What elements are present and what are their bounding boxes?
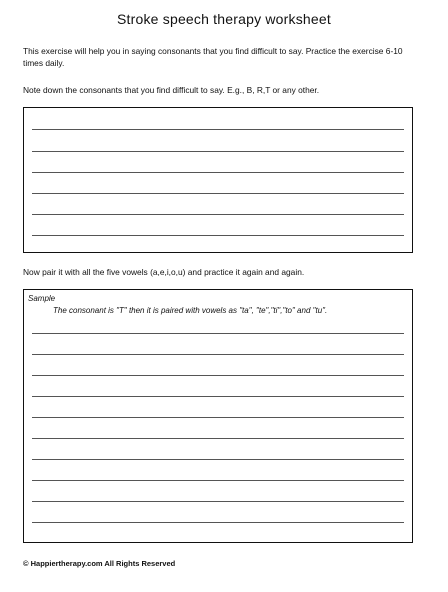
- writing-line: [32, 172, 404, 173]
- writing-line: [32, 193, 404, 194]
- writing-line: [32, 459, 404, 460]
- writing-line: [32, 438, 404, 439]
- writing-line: [32, 501, 404, 502]
- writing-line: [32, 375, 404, 376]
- writing-line: [32, 214, 404, 215]
- writing-line: [32, 129, 404, 130]
- writing-line: [32, 480, 404, 481]
- sample-label: Sample: [28, 294, 56, 303]
- instruction-vowels: Now pair it with all the five vowels (a,e,i,o,u) and practice it again and again.: [23, 267, 305, 277]
- copyright-footer: © Happiertherapy.com All Rights Reserved: [23, 559, 176, 568]
- worksheet-title: Stroke speech therapy worksheet: [117, 11, 331, 27]
- writing-line: [32, 417, 404, 418]
- writing-line: [32, 396, 404, 397]
- consonant-writing-box[interactable]: [23, 107, 413, 253]
- writing-line: [32, 522, 404, 523]
- sample-text: The consonant is "T" then it is paired with vowels as "ta", "te","ti","to" and "tu".: [53, 306, 328, 315]
- vowel-practice-box[interactable]: [23, 289, 413, 543]
- instruction-consonants: Note down the consonants that you find difficult to say. E.g., B, R,T or any other.: [23, 85, 320, 95]
- writing-line: [32, 333, 404, 334]
- intro-text: This exercise will help you in saying consonants that you find difficult to say. Practice the exercise 6-10 times daily.: [23, 46, 403, 68]
- writing-line: [32, 354, 404, 355]
- writing-line: [32, 151, 404, 152]
- writing-line: [32, 235, 404, 236]
